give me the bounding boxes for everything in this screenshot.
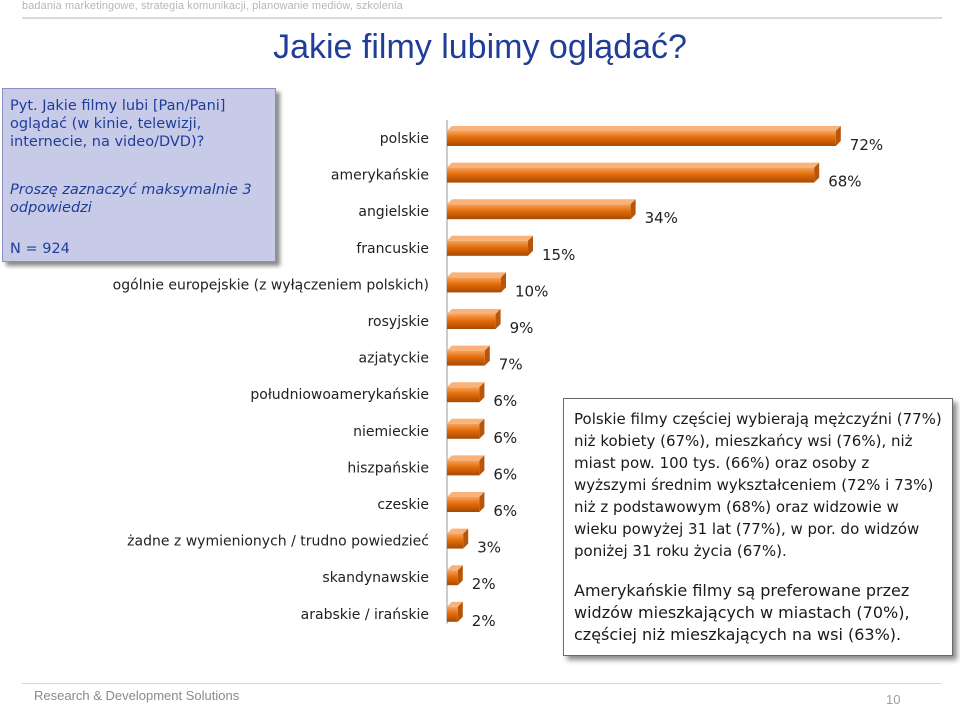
commentary-box (563, 398, 953, 656)
category-label: czeskie (377, 497, 429, 513)
category-label: południowoamerykańskie (250, 387, 429, 404)
bar (447, 351, 485, 366)
bar-top (447, 126, 841, 131)
bar-top (447, 309, 501, 314)
commentary-paragraph-2: Amerykańskie filmy są preferowane przez widzów mieszkających w miastach (70%), częściej niż mieszkających na wsi (63%). (574, 581, 910, 644)
bar-top (447, 346, 490, 351)
bar-top (447, 163, 819, 168)
bar (447, 241, 528, 256)
bar (447, 607, 458, 622)
category-label: francuskie (356, 240, 429, 257)
category-label: skandynawskie (322, 570, 429, 587)
bar-top (447, 382, 484, 387)
category-label: azjatyckie (358, 350, 429, 367)
value-label: 6% (493, 502, 518, 520)
page-title: Jakie filmy lubimy oglądać? (273, 28, 687, 66)
category-label: żadne z wymienionych / trudno powiedzieć (127, 533, 429, 550)
bar-top (447, 199, 636, 204)
value-label: 68% (828, 172, 862, 191)
bar (447, 168, 814, 183)
sample-size: N = 924 (10, 241, 70, 257)
bar-top (447, 272, 506, 277)
bar (447, 534, 463, 549)
header-tagline: badania marketingowe, strategia komunikacji, planowanie mediów, szkolenia (22, 0, 403, 12)
question-box (2, 88, 276, 262)
value-label: 6% (493, 465, 518, 484)
value-label: 6% (493, 428, 518, 447)
bar-top (447, 419, 484, 424)
category-label: arabskie / irańskie (300, 606, 429, 623)
bar (447, 131, 836, 146)
bar (447, 387, 479, 402)
bar (447, 424, 479, 439)
bar-top (447, 236, 533, 241)
value-label: 3% (477, 538, 501, 557)
bar (447, 277, 501, 292)
bar (447, 570, 458, 585)
value-label: 2% (471, 611, 496, 630)
bar (447, 204, 631, 219)
footer-divider (22, 683, 942, 684)
category-label: amerykańskie (330, 167, 429, 184)
category-label: polskie (379, 131, 429, 147)
value-label: 34% (644, 209, 678, 228)
bar (447, 460, 479, 475)
value-label: 10% (515, 282, 549, 301)
bar (447, 497, 479, 512)
category-label: rosyjskie (367, 314, 429, 330)
value-label: 2% (471, 575, 496, 594)
value-label: 9% (509, 319, 534, 337)
page-number: 10 (886, 692, 901, 707)
commentary-paragraph-1: Polskie filmy częściej wybierają mężczyźni (77%) niż kobiety (67%), mieszkańcy wsi (76%), niż miast pow. 100 tys. (66%) oraz osoby z wyższymi średnim wykształceniem (72% i 73%) niż z podstawowym (68%) oraz widzowie w wieku powyżej 31 lat (77%), w por. do widzów poniżej 31 roku życia (67%). (574, 410, 942, 560)
question-hint: Proszę zaznaczyć maksymalnie 3 odpowiedzi (10, 182, 252, 216)
value-label: 15% (542, 245, 576, 264)
category-label: niemieckie (353, 423, 429, 440)
category-label: angielskie (358, 204, 429, 221)
category-label: hiszpańskie (347, 460, 429, 477)
footer-company: Research & Development Solutions (34, 688, 240, 703)
value-label: 7% (498, 355, 523, 374)
question-text: Pyt. Jakie filmy lubi [Pan/Pani] oglądać (w kinie, telewizji, internecie, na video/DVD)? (10, 98, 226, 150)
value-label: 72% (849, 136, 884, 154)
value-label: 6% (493, 392, 518, 411)
category-label: ogólnie europejskie (z wyłączeniem polskich) (112, 277, 429, 294)
bar-top (447, 492, 484, 497)
bar (447, 314, 496, 329)
bar-top (447, 455, 484, 460)
